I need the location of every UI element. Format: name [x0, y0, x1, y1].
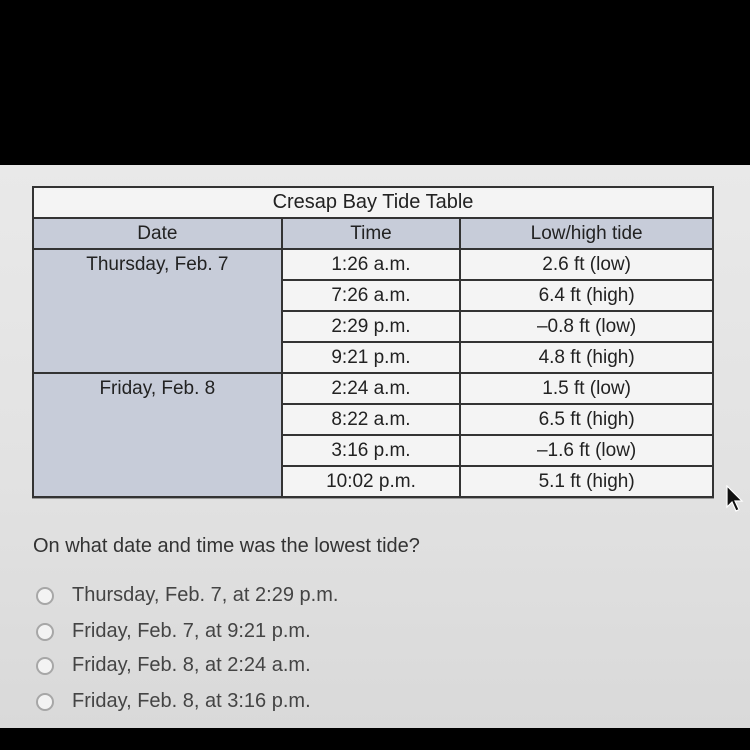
table-row — [33, 373, 713, 404]
question-text: On what date and time was the lowest tide? — [33, 535, 420, 557]
radio-button-icon[interactable] — [36, 623, 54, 641]
tide-cell: –1.6 ft (low) — [460, 435, 713, 466]
time-cell: 2:24 a.m. — [282, 373, 461, 404]
radio-button-icon[interactable] — [36, 693, 54, 711]
radio-button-icon[interactable] — [36, 587, 54, 605]
answer-option-3[interactable] — [36, 654, 311, 677]
table-title: Cresap Bay Tide Table — [33, 187, 713, 218]
tide-cell: 1.5 ft (low) — [460, 373, 713, 404]
time-cell: 1:26 a.m. — [282, 249, 461, 280]
option-label[interactable]: Friday, Feb. 8, at 2:24 a.m. — [72, 654, 311, 676]
date-cell: Friday, Feb. 8 — [33, 373, 282, 497]
option-label[interactable]: Friday, Feb. 7, at 9:21 p.m. — [72, 620, 311, 642]
time-cell: 9:21 p.m. — [282, 342, 461, 373]
time-cell: 2:29 p.m. — [282, 311, 461, 342]
tide-cell: –0.8 ft (low) — [460, 311, 713, 342]
tide-cell: 6.4 ft (high) — [460, 280, 713, 311]
time-cell: 7:26 a.m. — [282, 280, 461, 311]
tide-cell: 5.1 ft (high) — [460, 466, 713, 497]
tide-cell: 4.8 ft (high) — [460, 342, 713, 373]
table-row — [33, 249, 713, 280]
answer-option-2[interactable] — [36, 620, 311, 643]
time-cell: 3:16 p.m. — [282, 435, 461, 466]
tide-cell: 2.6 ft (low) — [460, 249, 713, 280]
tide-cell: 6.5 ft (high) — [460, 404, 713, 435]
answer-option-4[interactable] — [36, 690, 311, 713]
question-screen — [0, 165, 750, 728]
mouse-pointer-icon — [726, 485, 746, 513]
option-label[interactable]: Friday, Feb. 8, at 3:16 p.m. — [72, 690, 311, 712]
date-cell: Thursday, Feb. 7 — [33, 249, 282, 373]
time-cell: 10:02 p.m. — [282, 466, 461, 497]
column-header-tide: Low/high tide — [460, 218, 713, 249]
column-header-date: Date — [33, 218, 282, 249]
column-header-time: Time — [282, 218, 461, 249]
option-label[interactable]: Thursday, Feb. 7, at 2:29 p.m. — [72, 584, 339, 606]
radio-button-icon[interactable] — [36, 657, 54, 675]
time-cell: 8:22 a.m. — [282, 404, 461, 435]
tide-table — [32, 186, 714, 498]
answer-option-1[interactable] — [36, 584, 338, 607]
